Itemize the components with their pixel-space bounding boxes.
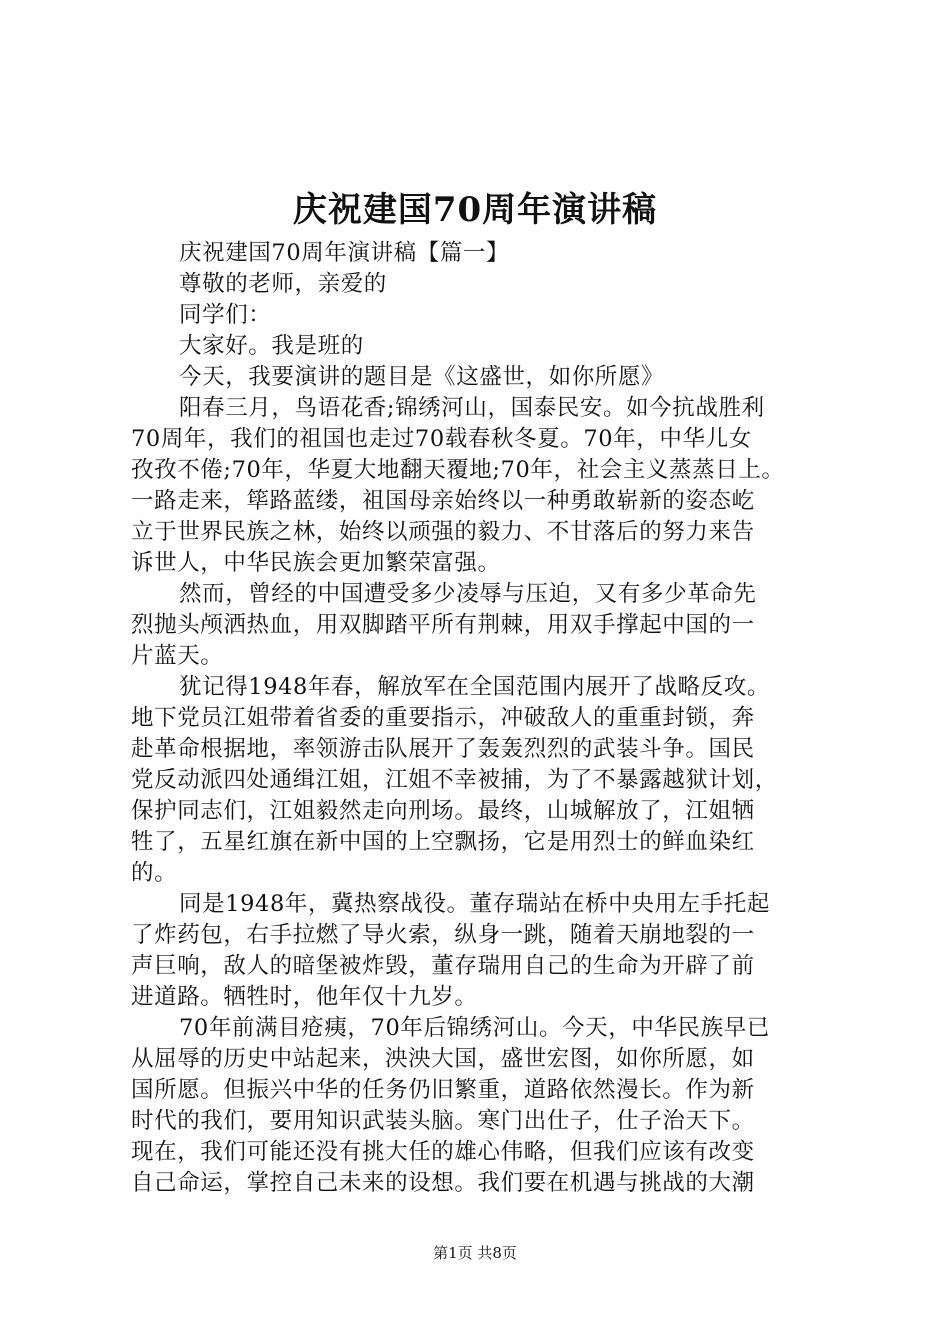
document-body [131, 238, 831, 1199]
paragraph-line: 同是1948年，冀热察战役。董存瑞站在桥中央用左手托起 [179, 891, 770, 917]
paragraph-line: 今天，我要演讲的题目是《这盛世，如你所愿》 [179, 364, 665, 390]
paragraph-line: 了炸药包，右手拉燃了导火索，纵身一跳，随着天崩地裂的一 [131, 922, 755, 948]
paragraph-line: 70年前满目疮痍，70年后锦绣河山。今天，中华民族早已 [179, 1015, 770, 1041]
paragraph-line: 保护同志们，江姐毅然走向刑场。最终，山城解放了，江姐牺 [131, 798, 755, 824]
paragraph-line: 地下党员江姐带着省委的重要指示，冲破敌人的重重封锁，奔 [131, 705, 755, 731]
paragraph-line: 孜孜不倦;70年，华夏大地翻天覆地;70年，社会主义蒸蒸日上。 [131, 457, 785, 483]
paragraph-line: 从屈辱的历史中站起来，泱泱大国，盛世宏图，如你所愿，如 [131, 1046, 755, 1072]
paragraph-line: 烈抛头颅洒热血，用双脚踏平所有荆棘，用双手撑起中国的一 [131, 612, 755, 638]
paragraph-line: 声巨响，敌人的暗堡被炸毁，董存瑞用自己的生命为开辟了前 [131, 953, 755, 979]
paragraph-line: 国所愿。但振兴中华的任务仍旧繁重，道路依然漫长。作为新 [131, 1077, 755, 1103]
paragraph-line: 诉世人，中华民族会更加繁荣富强。 [131, 550, 501, 576]
paragraph-line: 70周年，我们的祖国也走过70载春秋冬夏。70年，中华儿女 [131, 426, 752, 452]
paragraph-line: 进道路。牺牲时，他年仅十九岁。 [131, 984, 478, 1010]
paragraph-line: 尊敬的老师，亲爱的 [179, 271, 387, 297]
paragraph-line: 片蓝天。 [131, 643, 224, 669]
paragraph-line: 的。 [131, 860, 178, 886]
paragraph-line: 犹记得1948年春，解放军在全国范围内展开了战略反攻。 [179, 674, 770, 700]
paragraph-line: 党反动派四处通缉江姐，江姐不幸被捕，为了不暴露越狱计划， [131, 767, 778, 793]
paragraph-line: 一路走来，筚路蓝缕，祖国母亲始终以一种勇敢崭新的姿态屹 [131, 488, 755, 514]
paragraph-line: 立于世界民族之林，始终以顽强的毅力、不甘落后的努力来告 [131, 519, 755, 545]
paragraph-line: 大家好。我是班的 [179, 333, 364, 359]
page-footer: 第1页 共8页 [433, 1244, 517, 1262]
paragraph-line: 同学们： [179, 302, 272, 328]
paragraph-line: 阳春三月，鸟语花香;锦绣河山，国泰民安。如今抗战胜利 [179, 395, 765, 421]
paragraph-line: 牲了，五星红旗在新中国的上空飘扬，它是用烈士的鲜血染红 [131, 829, 755, 855]
paragraph-line: 时代的我们，要用知识武装头脑。寒门出仕子，仕子治天下。 [131, 1108, 755, 1134]
paragraph-line: 庆祝建国70周年演讲稿【篇一】 [179, 240, 510, 266]
document-title: 庆祝建国70周年演讲稿 [292, 190, 658, 230]
paragraph-line: 赴革命根据地，率领游击队展开了轰轰烈烈的武装斗争。国民 [131, 736, 755, 762]
paragraph-line: 自己命运，掌控自己未来的设想。我们要在机遇与挑战的大潮 [131, 1170, 755, 1196]
paragraph-line: 现在，我们可能还没有挑大任的雄心伟略，但我们应该有改变 [131, 1139, 755, 1165]
paragraph-line: 然而，曾经的中国遭受多少凌辱与压迫，又有多少革命先 [179, 581, 757, 607]
